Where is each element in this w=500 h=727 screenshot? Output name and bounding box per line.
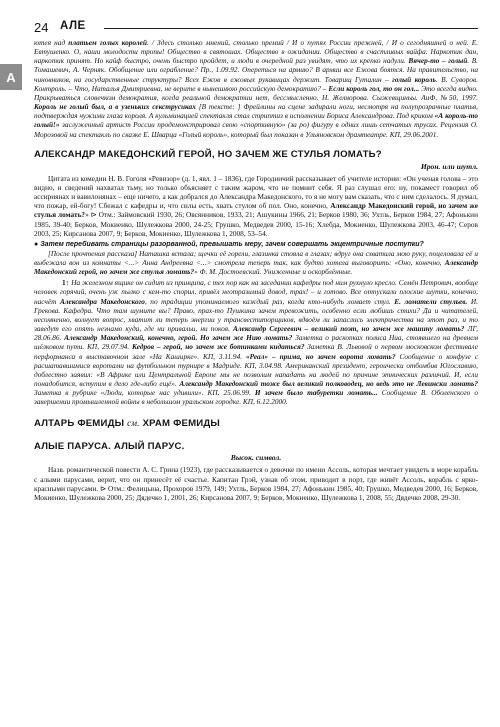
text: . / Здесь столько мнений, столько премий / И о путях России прежней, / И о сегодняшней о ней. Е. Евтушенко. О, наши молодости тропы! Общество в святошах. Общество в ожидании. Общество в счастливых вайфа. Наркотик дан, наркотик принят. Но кайф быстро, очень быстро пройдет, и люди в очередной раз увидят, что их крепко надули.	[34, 38, 479, 66]
entry-paragraph: Назв. романтической повести А. С. Грина (1923), где рассказывается о девочке по имени Ассоль, которая мечтает увидеть в море корабль с алыми парусами, верит, что он принесёт её счастье. Капитан Грэй, узнав об этом, приводит в порт, где живёт Ассоль, корабль с ярко-красными парусами. ⊳ Отм.: Фелицына, Прохоров 1979, 149; Ухтль, Берков 1984, 27; Афонькин 1985, 40; Грушко, Медведев 2000, 16; Берков, Мокиенко, Шулежкова 2000, 25; Дядечко 1, 2001, 26; Кирсанова 2007, 9; Берков, Мокиенко, Шулежкова 1, 2008, 55; Дядечко 2008, 29-30.	[34, 465, 478, 502]
text: заслуженный артист России продемонстрировал свою «спортивную» (за ро) фигуру в одних лишь сетчатых трусах. Рецензия О. Морозовой на спектакль по сказке Е. Шварца «Голый король», который был показан в Ульяновском драмтеатре. КП, 29.06.2001.	[34, 120, 478, 139]
text: Цитата из комедии Н. В. Гоголя «Ревизор» (д. 1, явл. 1 – 1836), где Городничий рассказывает об учителе истории: «Он ученая голова – это видно, и сведений нахватал тьму, но только объясняет с таким жаром, что не помнит себя. Я раз слушал его: ну, покамест говорил об ассириянах и вавилонянах – еще ничего, а как добрался до Александра Македонского, то я не могу вам сказать, что с ним сделалось. Я думал, что пожар, ей-богу! Сбежал с кафедры и, что силы есть, хвать стулом об пол. Оно, конечно,	[34, 173, 478, 211]
bold-phrase: платьем голых королей	[68, 38, 147, 47]
text: Сообщение В. Оболенского о завершении промышленной войны в небольшом уральском городке. КП, 6.12.2000.	[34, 388, 478, 407]
bold-phrase: Александра Македонского	[59, 296, 145, 306]
text: ютея над	[34, 38, 69, 47]
text: . В. Суворов. Контроль. – Что, Наталья Дмитриевна, не верите в нынешнюю российскую демократию? –	[34, 74, 478, 93]
header-rule	[104, 28, 478, 29]
text: » Ф. М. Достоевский. Униженные и оскорблённые.	[194, 267, 353, 277]
entry-heading: АЛЕКСАНДР МАКЕДОНСКИЙ ГЕРОЙ, НО ЗАЧЕМ ЖЕ СТУЛЬЯ ЛОМАТЬ?	[34, 148, 382, 160]
text: [В тексте: ] Фрейлины на сцене задирали ноги, несмотря на полупрозрачные платья, подтверждая чужими глаза короля. А кульминацией спектакля стал стриптиз в исполнении Бориса Александрова. Под криком	[34, 102, 478, 121]
see-also-label: см.	[127, 418, 140, 429]
text: Заметка о раскопках полиса Ниа, стоявшего на древнем шёлковом пути. КП, 29.07.94.	[34, 333, 478, 352]
bold-phrase: Александр Македонский герой, но зачем же стулья ломать?	[34, 257, 478, 277]
bold-phrase: Е. ломатели стульев.	[394, 296, 468, 306]
bold-phrase: «А король-то голый!»	[34, 111, 478, 130]
alphabet-tab-letter: А	[6, 69, 16, 85]
bold-phrase: Александр Македонский, конечно, герой. Но зачем же Нию ломать?	[64, 333, 293, 343]
entry-heading-crossref	[34, 418, 478, 429]
text: , по традиции упоминаемого каждый раз, когда кто-нибудь ломает стул.	[144, 296, 395, 306]
text: На железном ящике он сидит из принципа, с тех пор как на заседании кафедры под ним рухнуло кресло. Семён Петрович, вообще человек горячий, очень уж пылко с кем-то спорил, привёл неотразимый довод, трах! – и готово. Все отпускали плоские шутки, конечно, насчёт	[34, 278, 478, 306]
entry-heading: АЛЫЕ ПАРУСА. АЛЫЙ ПАРУС.	[34, 441, 185, 453]
text: Заметка в рубрике «Люди, которые нас удивили». КП, 25.06.99.	[34, 388, 255, 398]
bold-phrase: Александр Македонский герой, но зачем же стулья ломать?	[34, 201, 478, 220]
entry-subtitle: Ирон. или шутл.	[420, 161, 478, 171]
running-head: АЛЕ	[60, 20, 86, 32]
page-content	[34, 38, 478, 502]
page-header	[34, 20, 478, 38]
example-paragraph	[34, 278, 478, 406]
text: » ⊳ Отм.: Займовский 1930, 26; Овсянников, 1933, 21; Ашукины 1966, 21; Берков 1980, 36; Ухтль, Берков 1984, 27; Афонькин 1985, 39-40; Берков, Мокиенко, Шулежкова 2000, 24-25; Грушко, Медведев 2000, 15-16; Хлебда, Мокиенко, Шулежкова 2003, 46-47; Серов 2003, 25; Кирсанова 2007, 9; Берков, Мокиенко, Шулежкова 1, 2008, 53–54.	[34, 210, 478, 238]
sense-line	[34, 241, 478, 248]
marker-icon: 1↑	[62, 278, 70, 288]
text: Сообщение о конфузе с расшатавшимися воротами на футбольном турнире в Мадриде. КП, 3.04.98. Американский президент, героически отбомбив Югославию, доблестно заявил: «В Африке или Центральной Европе мы не позволим нападать на людей по причине этнических различий. И, если понадобится, вступим в дело где-либо ещё».	[34, 351, 478, 388]
crossref-target[interactable]: ХРАМ ФЕМИДЫ	[142, 418, 221, 430]
alphabet-tab	[0, 64, 22, 90]
example-paragraph	[34, 249, 478, 276]
entry-paragraph	[34, 174, 478, 238]
bold-phrase: Кедров – герой, но зачем же ботинками кидаться?	[132, 342, 305, 352]
text: Это всегда видно. Прикрываться словечком демократия, когда реальной демократии нет, бессмысленно. Н. Желнорова. Сыжевщиньы. АиФ, №50, 1997.	[34, 83, 478, 102]
text: Заметка В. Львовой о первом московском фестивале перформанса в выставочном зале «На Каширке». КП, 3.11.94.	[34, 342, 478, 361]
bold-phrase: Король не голый был, а в узеньких секструсиках	[34, 102, 196, 112]
text: ЛГ, 28.06.86.	[34, 324, 478, 343]
page-number: 24	[34, 20, 49, 35]
bullet-icon: ●	[34, 240, 39, 248]
text: . В. Томашевич, А. Черняк. Обобщение или ограбление? Пр., 1.09.92. Опереться на армию? В армии все Ежова боятся. На правительство, на чиновников, на государственные структуры? Всех Ежов в ежовых рукавицах держит. Товарищ Гуталин –	[34, 56, 478, 84]
entry-title: АЛТАРЬ ФЕМИДЫ	[34, 418, 125, 430]
entry-subtitle: Высок. символ.	[230, 453, 282, 463]
bold-phrase: Если король гол, то он гол...	[328, 83, 420, 93]
bold-phrase: И зачем было табуретки ломать...	[254, 388, 378, 398]
continued-paragraph	[34, 38, 478, 139]
bold-phrase: Александр Сергеевич – великий поэт, но зачем же машину ломать?	[232, 324, 465, 334]
text: И. Грекова. Кафедра. Что там шумите вы? Право, прах-то Пушкина зачем тревожить, особенно если любишь стихи? Да и читателей, несомненно, волнует вопрос, хватит ли теперь энергии у трансвеститорщиков, вдвоём ли запаслись электричества на этот раз, и то заведут его опять незнамо куда, где ни привальи, ни покоя.	[34, 296, 478, 334]
bold-phrase: Александр Македонский тоже был великий полководец, но ведь это не Левински ломать?	[179, 379, 479, 388]
text: [После прочтения рассказа] Наташка встала; щечки её горели, глазинка стояла в глазах; вдруг она схватила мою руку, поцеловала её и выбежала вон из комнаты <...> Анна Андреевна <...> смотрела теперь так, как будто хотела выговорить: «Оно, конечно,	[34, 248, 478, 267]
bold-phrase: Вячер-то – голый	[408, 56, 468, 66]
bold-phrase: «Реал» – прима, но зачем ворота ломать?	[246, 351, 396, 361]
sense-text: Затем перебивать страницы разорванной, превышать меру, зачем совершать экцентричные поступки?	[40, 240, 424, 248]
bold-phrase: голый король	[392, 74, 436, 84]
